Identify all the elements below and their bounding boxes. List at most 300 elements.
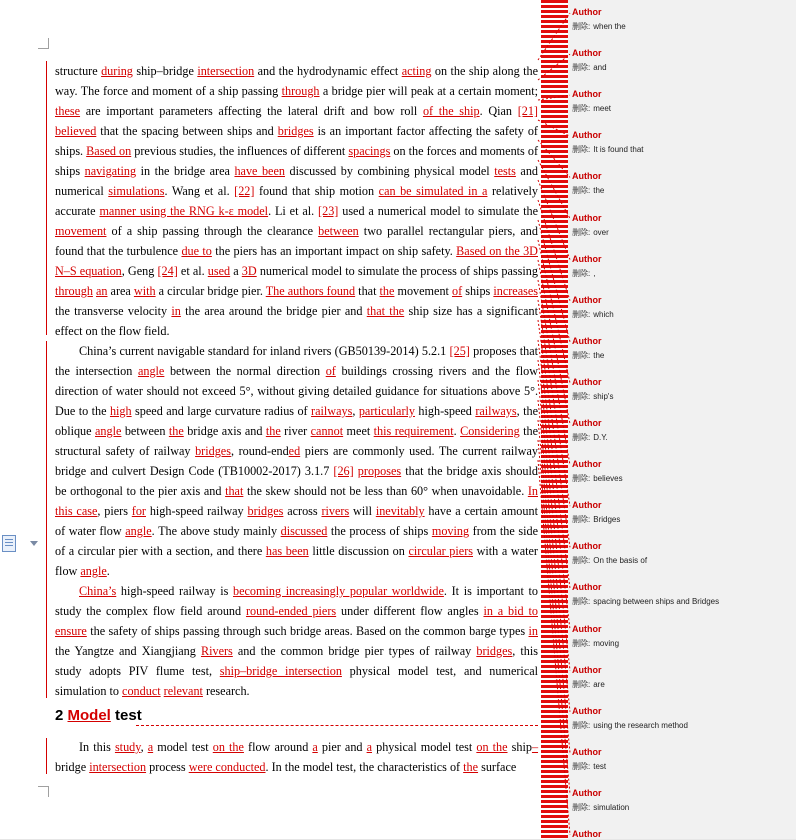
text-run: bridge xyxy=(55,760,90,774)
text-run: high-speed railway xyxy=(146,504,248,518)
text-run: . Li et al. xyxy=(268,204,319,218)
balloon-connector xyxy=(538,220,570,342)
text-run: model test xyxy=(153,740,213,754)
text-run: between xyxy=(121,424,169,438)
tracked-change: an xyxy=(95,284,108,298)
balloon-deletion xyxy=(572,514,792,525)
tracked-change: The authors found xyxy=(265,284,356,298)
comment-balloon[interactable] xyxy=(572,500,792,525)
text-run: area xyxy=(107,284,134,298)
deleted-text: meet xyxy=(593,104,612,114)
balloon-author: Author xyxy=(572,705,602,716)
deletion-label: 删除: xyxy=(572,22,591,31)
comment-balloon[interactable] xyxy=(572,788,792,813)
balloon-connector xyxy=(538,140,570,177)
tracked-change: China’s xyxy=(79,584,117,598)
text-run: river xyxy=(280,424,311,438)
deleted-text: the xyxy=(593,186,605,196)
balloon-connector xyxy=(538,120,570,136)
text-run: , xyxy=(140,740,148,754)
tracked-change: rivers xyxy=(321,504,350,518)
text-run: speed and large curvature radius of xyxy=(131,404,312,418)
text-run: . Qian xyxy=(479,104,518,118)
text-run: proposes that the intersection xyxy=(55,344,538,378)
balloon-deletion xyxy=(572,268,792,279)
deletion-label: 删除: xyxy=(572,391,591,401)
deletion-label: 删除: xyxy=(572,268,591,278)
balloon-author: Author xyxy=(572,7,602,17)
paragraph xyxy=(55,61,538,341)
tracked-change: study xyxy=(114,740,141,754)
text-run: , piers xyxy=(97,504,132,518)
balloon-connector xyxy=(538,160,570,219)
text-run: , this study adopts PIV flume test, xyxy=(55,644,538,678)
deleted-text: ship's xyxy=(593,391,614,401)
text-run: between the normal direction xyxy=(164,364,326,378)
comment-balloon[interactable] xyxy=(572,89,792,114)
balloon-connector xyxy=(538,13,570,60)
text-run: on the forces and moments of ships xyxy=(55,144,538,178)
tracked-change: angle xyxy=(137,364,165,378)
deletion-label: 删除: xyxy=(572,802,591,812)
balloon-deletion xyxy=(572,596,792,607)
text-run: with a water flow xyxy=(55,544,538,578)
tracked-change: on the xyxy=(476,740,508,754)
deleted-text: the xyxy=(593,350,605,360)
text-run: physical model test xyxy=(372,740,477,754)
tracked-change: simulations xyxy=(108,184,165,198)
text-run: meet xyxy=(343,424,374,438)
text-run: that xyxy=(355,284,380,298)
deleted-text: and xyxy=(593,63,607,73)
paste-options-icon[interactable] xyxy=(2,535,20,555)
tracked-change: [25] xyxy=(449,344,470,358)
tracked-change: cannot xyxy=(310,424,344,438)
tracked-change: increases xyxy=(493,284,539,298)
text-run: the safety of ships passing through such bridge areas. Based on the common barge types xyxy=(86,624,529,638)
heading-number: 2 xyxy=(55,707,64,724)
deletion-label: 删除: xyxy=(572,145,591,155)
text-run: , xyxy=(352,404,359,418)
paragraph xyxy=(55,737,538,777)
balloon-deletion xyxy=(572,679,792,690)
text-run: ships xyxy=(462,284,494,298)
deletion-label: 删除: xyxy=(572,227,591,237)
text-run: research. xyxy=(202,684,250,698)
change-bar xyxy=(46,61,47,335)
text-run: that the bridge axis should be orthogonal to the pier axis and xyxy=(55,464,539,498)
comment-balloon[interactable] xyxy=(572,377,792,402)
balloon-connector xyxy=(538,300,570,506)
tracked-change: In this case xyxy=(55,484,538,518)
text-run: found that ship motion xyxy=(254,184,379,198)
tracked-change: in a bid to ensure xyxy=(55,604,538,638)
comment-balloon[interactable] xyxy=(572,48,792,73)
text-run: piers are commonly used. The current railway bridge and culvert Design Code (TB10002-2017) 3.1.7 xyxy=(55,444,538,478)
text-run: process xyxy=(146,760,189,774)
tracked-change: that the xyxy=(366,304,405,318)
balloon-author: Author xyxy=(572,48,602,59)
tracked-change: becoming increasingly popular worldwide xyxy=(232,584,444,598)
change-bar xyxy=(46,581,47,698)
text-run: across xyxy=(283,504,322,518)
text-run: . Wang et al. xyxy=(164,184,235,198)
text-run: under different flow angles xyxy=(336,604,484,618)
comment-balloon[interactable] xyxy=(572,541,792,566)
text-run: relatively accurate xyxy=(55,184,538,218)
balloon-connector xyxy=(538,440,570,794)
tracked-change: tests xyxy=(494,164,516,178)
balloon-deletion xyxy=(572,761,792,772)
tracked-change: a xyxy=(312,740,318,754)
deleted-text: when the xyxy=(593,22,626,31)
comment-balloon[interactable] xyxy=(572,7,792,32)
tracked-change: through xyxy=(55,284,93,298)
balloon-connector xyxy=(538,54,570,80)
tracked-change: inevitably xyxy=(375,504,425,518)
tracked-change: ed xyxy=(288,444,301,458)
heading-dashed-rule xyxy=(136,725,538,726)
heading-word: Model xyxy=(67,707,111,724)
balloon-deletion xyxy=(572,21,792,32)
text-run: , round-end xyxy=(230,444,289,458)
comment-balloon[interactable] xyxy=(572,829,792,840)
tracked-change: the xyxy=(168,424,184,438)
balloon-deletion xyxy=(572,227,792,238)
tracked-change: railways xyxy=(311,404,353,418)
tracked-change: moving xyxy=(431,524,470,538)
deletion-label: 删除: xyxy=(572,104,591,114)
tracked-change: through xyxy=(281,84,320,98)
comment-balloon[interactable] xyxy=(572,171,792,196)
deleted-text: over xyxy=(593,227,609,237)
balloon-deletion xyxy=(572,309,792,320)
deleted-text: are xyxy=(593,679,605,689)
text-run: . The above study mainly xyxy=(151,524,281,538)
text-run: little discussion on xyxy=(308,544,409,558)
tracked-change: circular piers xyxy=(408,544,473,558)
tracked-change: have been xyxy=(234,164,285,178)
tracked-change: manner using the RNG k-ε model xyxy=(99,204,269,218)
tracked-change: – xyxy=(531,740,539,754)
tracked-change: navigating xyxy=(84,164,137,178)
text-run: a circular bridge pier. xyxy=(155,284,266,298)
tracked-change: of the ship xyxy=(422,104,480,118)
tracked-change: angle xyxy=(95,424,122,438)
tracked-change: these xyxy=(55,104,81,118)
text-run: pier and xyxy=(317,740,367,754)
balloon-author: Author xyxy=(572,418,602,428)
crop-mark-bottom-left xyxy=(38,786,49,797)
text-run: high-speed xyxy=(415,404,476,418)
tracked-change: discussed xyxy=(280,524,328,538)
tracked-change: 3D xyxy=(241,264,257,278)
balloon-author: Author xyxy=(572,376,602,387)
text-run: and the common bridge pier types of railway xyxy=(232,644,477,658)
tracked-change: used xyxy=(207,264,231,278)
balloon-connectors xyxy=(536,0,576,839)
tracked-change: movement xyxy=(55,224,107,238)
text-run: are important parameters affecting the lateral drift and bow roll xyxy=(80,104,423,118)
balloon-deletion xyxy=(572,144,792,155)
deleted-text: test xyxy=(593,761,607,771)
balloon-author: Author xyxy=(572,130,602,141)
tracked-change: [26] xyxy=(333,464,354,478)
balloon-author: Author xyxy=(572,746,602,757)
tracked-change: the xyxy=(463,760,479,774)
tracked-change: acting xyxy=(401,64,432,78)
balloon-author: Author xyxy=(572,500,602,511)
balloon-connector xyxy=(538,400,570,712)
balloon-author: Author xyxy=(572,541,602,552)
text-run: movement xyxy=(394,284,452,298)
balloon-deletion xyxy=(572,720,792,731)
document-body xyxy=(55,61,538,701)
balloon-connector xyxy=(538,380,570,671)
balloon-deletion xyxy=(572,473,792,484)
balloon-author: Author xyxy=(572,294,602,305)
deletion-label: 删除: xyxy=(572,515,591,525)
comment-balloon[interactable] xyxy=(572,706,792,731)
text-run: bridge axis and xyxy=(183,424,266,438)
tracked-change: a xyxy=(147,740,154,754)
comment-balloon[interactable] xyxy=(572,254,792,279)
tracked-change: in xyxy=(171,304,181,318)
balloon-author: Author xyxy=(572,787,602,798)
deletion-label: 删除: xyxy=(572,720,591,730)
balloon-deletion xyxy=(572,185,792,196)
text-run: used a numerical model to simulate the xyxy=(338,204,538,218)
comment-balloon[interactable] xyxy=(572,336,792,361)
tracked-change: between xyxy=(318,224,359,238)
tracked-change: bridges xyxy=(476,644,513,658)
text-run: ship size has a significant effect on the flow field. xyxy=(55,304,538,338)
text-run: a bridge pier will peak at a certain moment; xyxy=(319,84,538,98)
tracked-change: conduct xyxy=(122,684,161,698)
deletion-label: 删除: xyxy=(572,679,591,689)
section-heading xyxy=(55,707,142,724)
tracked-change: for xyxy=(131,504,146,518)
text-run: . It is important to study the complex flow field around xyxy=(55,584,538,618)
deletion-label: 删除: xyxy=(572,597,591,607)
comment-balloon[interactable] xyxy=(572,459,792,484)
tracked-change: railways xyxy=(475,404,517,418)
text-run: . xyxy=(453,424,461,438)
deletion-label: 删除: xyxy=(572,474,591,484)
text-run: is an important factor affecting the safety of ships. xyxy=(55,124,538,158)
tracked-change: Rivers xyxy=(200,644,233,658)
balloon-author: Author xyxy=(572,253,602,264)
tracked-change: Based on xyxy=(86,144,132,158)
tracked-change: proposes xyxy=(357,464,402,478)
tracked-change: [24] xyxy=(157,264,178,278)
text-run: . In the model test, the characteristics of xyxy=(265,760,464,774)
tracked-change: [23] xyxy=(318,204,339,218)
text-run: of a ship passing through the clearance xyxy=(106,224,319,238)
tracked-change: bridges xyxy=(247,504,284,518)
tracked-change: relevant xyxy=(163,684,203,698)
deletion-label: 删除: xyxy=(572,433,591,442)
paragraph xyxy=(55,341,538,581)
text-run: buildings crossing rivers and the flow direction of water should not exceed 5°, without giving detailed guidance for situations above 5°. Due to the xyxy=(55,364,538,418)
balloon-connector xyxy=(538,200,570,301)
text-run: the structural safety of railway xyxy=(55,424,538,458)
comment-balloon[interactable] xyxy=(572,418,792,443)
deleted-text: using the research method xyxy=(593,720,688,730)
deleted-text: Bridges xyxy=(593,515,621,525)
text-run: will xyxy=(349,504,376,518)
tracked-change: bridges xyxy=(277,124,314,138)
text-run: in the bridge area xyxy=(136,164,235,178)
tracked-change: intersection xyxy=(197,64,255,78)
balloon-author: Author xyxy=(572,171,602,182)
balloon-author: Author xyxy=(572,623,602,634)
tracked-change: ship–bridge intersection xyxy=(219,664,342,678)
balloon-author: Author xyxy=(572,829,602,839)
balloon-connector xyxy=(538,95,570,100)
balloon-author: Author xyxy=(572,335,602,346)
comment-balloon[interactable] xyxy=(572,130,792,155)
tracked-change: in xyxy=(528,624,538,638)
text-run: the area around the bridge pier and xyxy=(180,304,367,318)
tracked-change: on the xyxy=(212,740,244,754)
balloon-connector xyxy=(538,180,570,260)
deletion-label: 删除: xyxy=(572,309,591,319)
text-run: , the oblique xyxy=(55,404,538,438)
comment-balloon[interactable] xyxy=(572,624,792,649)
text-run: physical model test, and numerical simulation to xyxy=(55,664,539,698)
balloon-deletion xyxy=(572,391,792,402)
tracked-change: Based on the 3D N–S equation xyxy=(55,244,538,278)
text-run: . xyxy=(106,564,110,578)
tracked-change: this requirement xyxy=(373,424,454,438)
balloon-connector xyxy=(538,460,570,835)
text-run: from the side of a circular pier with a section, and there xyxy=(55,524,539,558)
balloon-author: Author xyxy=(572,89,602,100)
deleted-text: which xyxy=(593,309,614,319)
deletion-label: 删除: xyxy=(572,350,591,360)
text-run: ship xyxy=(507,740,532,754)
text-run: a xyxy=(230,264,242,278)
crop-mark-top-left xyxy=(38,38,49,49)
text-run: , Geng xyxy=(121,264,158,278)
text-run: that the spacing between ships and xyxy=(96,124,278,138)
comment-balloon[interactable] xyxy=(572,582,792,607)
tracked-change: angle xyxy=(80,564,107,578)
tracked-change: can be simulated in a xyxy=(378,184,488,198)
paragraph xyxy=(55,581,538,701)
balloon-connector xyxy=(538,340,570,588)
text-run: have a certain amount of water flow xyxy=(55,504,538,538)
balloon-author: Author xyxy=(572,582,602,593)
text-run: et al. xyxy=(177,264,208,278)
tracked-change: the xyxy=(265,424,281,438)
tracked-change: the xyxy=(379,284,395,298)
text-run: the transverse velocity xyxy=(55,304,172,318)
deleted-text: spacing between ships and Bridges xyxy=(593,597,720,607)
tracked-change: [22] xyxy=(234,184,255,198)
document-body-continued xyxy=(55,737,538,777)
text-run: the process of ships xyxy=(327,524,432,538)
chevron-down-icon[interactable] xyxy=(30,541,38,546)
deleted-text: believes xyxy=(593,474,623,484)
text-run: and numerical xyxy=(55,164,539,198)
tracked-change: of xyxy=(325,364,336,378)
deletion-label: 删除: xyxy=(572,556,591,566)
text-run: China’s current navigable standard for inland rivers (GB50139-2014) 5.2.1 xyxy=(79,344,450,358)
balloon-deletion xyxy=(572,350,792,361)
text-run: the skew should not be less than 60° when unavoidable. xyxy=(243,484,528,498)
text-run: on the ship along the way. The force and moment of a ship passing xyxy=(55,64,539,98)
tracked-change: has been xyxy=(265,544,309,558)
tracked-change: of xyxy=(452,284,463,298)
text-run: surface xyxy=(478,760,517,774)
tracked-change: during xyxy=(101,64,133,78)
text-run: In this xyxy=(79,740,115,754)
change-bar xyxy=(46,738,47,774)
text-run: the piers has an important impact on ship safety. xyxy=(211,244,457,258)
text-run: discussed by combining physical model xyxy=(284,164,495,178)
deletion-label: 删除: xyxy=(572,761,591,771)
text-run: flow around xyxy=(243,740,313,754)
deletion-label: 删除: xyxy=(572,638,591,648)
comment-balloon[interactable] xyxy=(572,295,792,320)
tracked-change: high xyxy=(109,404,132,418)
tracked-change: Considering xyxy=(460,424,520,438)
balloon-author: Author xyxy=(572,664,602,675)
text-run: high-speed railway is xyxy=(116,584,233,598)
deletion-label: 删除: xyxy=(572,186,591,196)
text-run: ship–bridge xyxy=(132,64,198,78)
deleted-text: D.Y. xyxy=(593,433,608,442)
text-run: two parallel rectangular piers, and found that the turbulence xyxy=(55,224,538,258)
deleted-text: , xyxy=(593,268,596,278)
balloon-deletion xyxy=(572,638,792,649)
text-run: numerical model to simulate the process of ships passing xyxy=(256,264,538,278)
balloon-author: Author xyxy=(572,212,602,223)
deleted-text: On the basis of xyxy=(593,556,648,566)
balloon-deletion xyxy=(572,62,792,73)
text-run: the Yangtze and Xiangjiang xyxy=(55,644,201,658)
deleted-text: It is found that xyxy=(593,145,644,155)
comment-balloon[interactable] xyxy=(572,213,792,238)
tracked-change: with xyxy=(133,284,156,298)
balloon-connector xyxy=(538,240,570,383)
deletion-label: 删除: xyxy=(572,63,591,73)
tracked-change: due to xyxy=(181,244,212,258)
tracked-change: round-ended piers xyxy=(245,604,337,618)
deleted-text: simulation xyxy=(593,802,630,812)
balloon-deletion xyxy=(572,103,792,114)
tracked-change: intersection xyxy=(89,760,147,774)
text-run: structure xyxy=(55,64,102,78)
balloon-author: Author xyxy=(572,459,602,470)
change-bar xyxy=(46,341,47,581)
text-run: previous studies, the influences of different xyxy=(131,144,349,158)
tracked-change: that xyxy=(225,484,244,498)
comment-balloon[interactable] xyxy=(572,747,792,772)
tracked-change: a xyxy=(366,740,373,754)
tracked-change: bridges xyxy=(195,444,231,458)
comment-balloon[interactable] xyxy=(572,665,792,690)
tracked-change: angle xyxy=(125,524,152,538)
balloon-deletion xyxy=(572,555,792,566)
tracked-change: were conducted xyxy=(188,760,266,774)
balloon-deletion xyxy=(572,802,792,813)
tracked-change: [21] believed xyxy=(55,104,538,138)
balloon-connector xyxy=(538,280,570,465)
deleted-text: moving xyxy=(593,638,620,648)
